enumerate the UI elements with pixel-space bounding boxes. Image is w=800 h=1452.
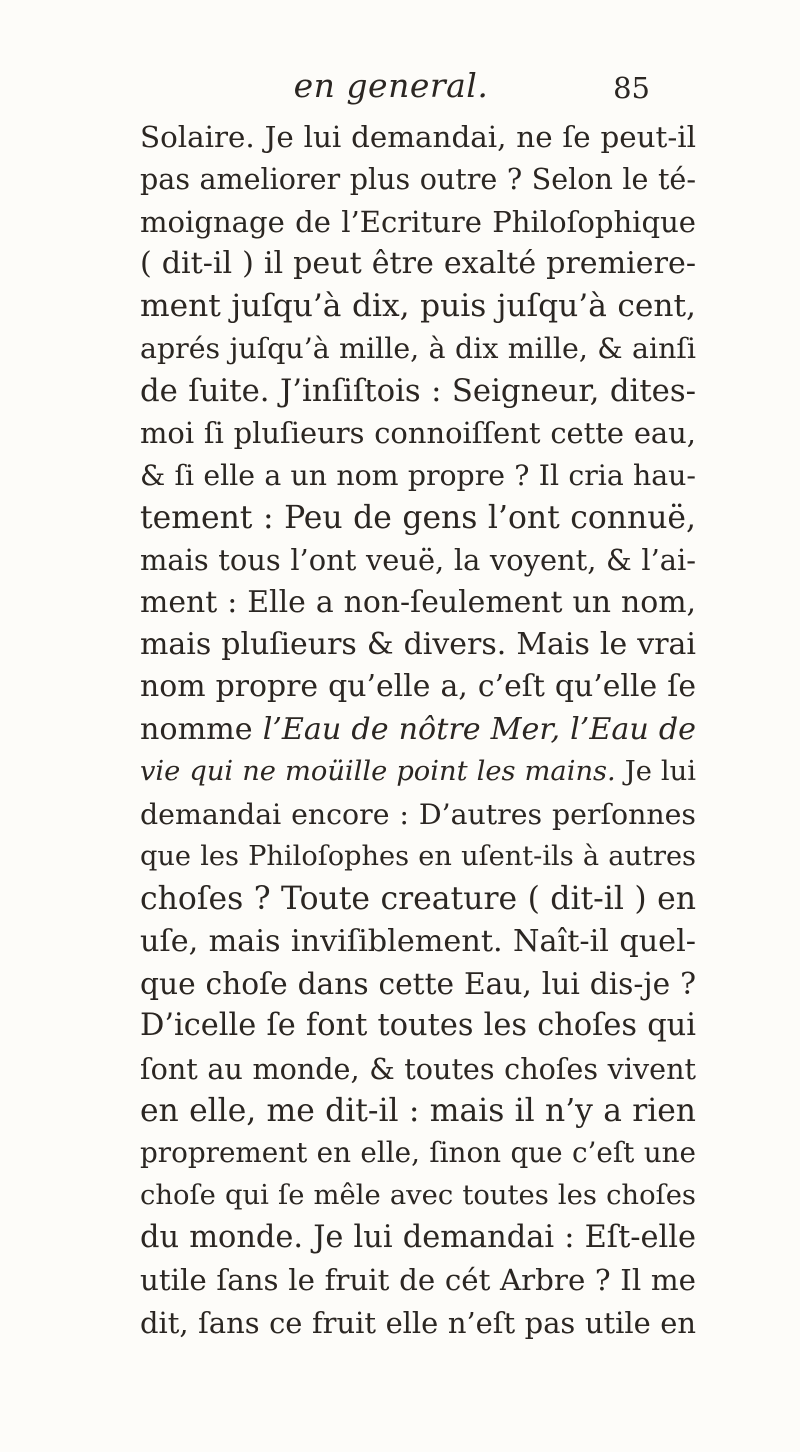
text-line: moignage de l’Ecriture Philoſophique bbox=[140, 204, 696, 239]
text-line: utile ſans le fruit de cét Arbre ? Il me bbox=[140, 1263, 696, 1298]
text-line: choſe qui ſe mêle avec toutes les choſes bbox=[140, 1179, 696, 1211]
text-segment: Je lui bbox=[615, 756, 696, 788]
text-line: proprement en elle, ſinon que c’eſt une bbox=[140, 1136, 696, 1170]
text-line: dit, ſans ce fruit elle n’eſt pas utile en bbox=[140, 1305, 696, 1340]
running-head bbox=[0, 66, 800, 114]
page-number: 85 bbox=[613, 71, 650, 105]
running-title: en general. bbox=[293, 66, 489, 105]
text-line: mais tous l’ont veuë, la voyent, & l’ai- bbox=[140, 543, 696, 578]
text-line: tement : Peu de gens l’ont connuë, bbox=[140, 500, 696, 537]
text-line-mixed bbox=[140, 709, 696, 751]
italic-phrase: vie qui ne moüille point les mains. bbox=[140, 756, 616, 788]
text-line: de ſuite. J’inſiſtois : Seigneur, dites- bbox=[140, 373, 696, 410]
text-line: que les Philoſophes en uſent-ils à autres bbox=[140, 840, 696, 872]
text-line: nom propre qu’elle a, c’eſt qu’elle ſe bbox=[140, 669, 696, 705]
text-line-mixed bbox=[140, 751, 696, 793]
text-line: ſont au monde, & toutes choſes vivent bbox=[140, 1051, 696, 1086]
text-line: ment juſqu’à dix, puis juſqu’à cent, bbox=[140, 288, 696, 325]
text-line: D’icelle ſe font toutes les choſes qui bbox=[140, 1008, 696, 1044]
text-line: uſe, mais inviſiblement. Naît-il quel- bbox=[140, 923, 696, 959]
text-line: moi ſi pluſieurs connoiſſent cette eau, bbox=[140, 416, 696, 451]
text-line: que choſe dans cette Eau, lui dis-je ? bbox=[140, 965, 696, 1001]
body-text bbox=[140, 116, 696, 1344]
text-line: demandai encore : D’autres perſonnes bbox=[140, 797, 696, 831]
text-segment: nomme bbox=[140, 711, 263, 747]
text-line: mais pluſieurs & divers. Mais le vrai bbox=[140, 627, 696, 663]
text-line: pas ameliorer plus outre ? Selon le té- bbox=[140, 162, 696, 197]
text-line: & ſi elle a un nom propre ? Il cria hau- bbox=[140, 458, 696, 492]
text-line: choſes ? Toute creature ( dit-il ) en bbox=[140, 881, 696, 918]
text-line: aprés juſqu’à mille, à dix mille, & ainſi bbox=[140, 331, 696, 365]
text-line: ( dit-il ) il peut être exalté premiere- bbox=[140, 246, 696, 282]
text-line: du monde. Je lui demandai : Eſt-elle bbox=[140, 1219, 696, 1255]
italic-phrase: l’Eau de nôtre Mer, l’Eau de bbox=[262, 711, 696, 747]
text-line: Solaire. Je lui demandai, ne ſe peut-il bbox=[140, 120, 696, 154]
text-line: en elle, me dit-il : mais il n’y a rien bbox=[140, 1092, 696, 1129]
text-line: ment : Elle a non-ſeulement un nom, bbox=[140, 584, 696, 620]
